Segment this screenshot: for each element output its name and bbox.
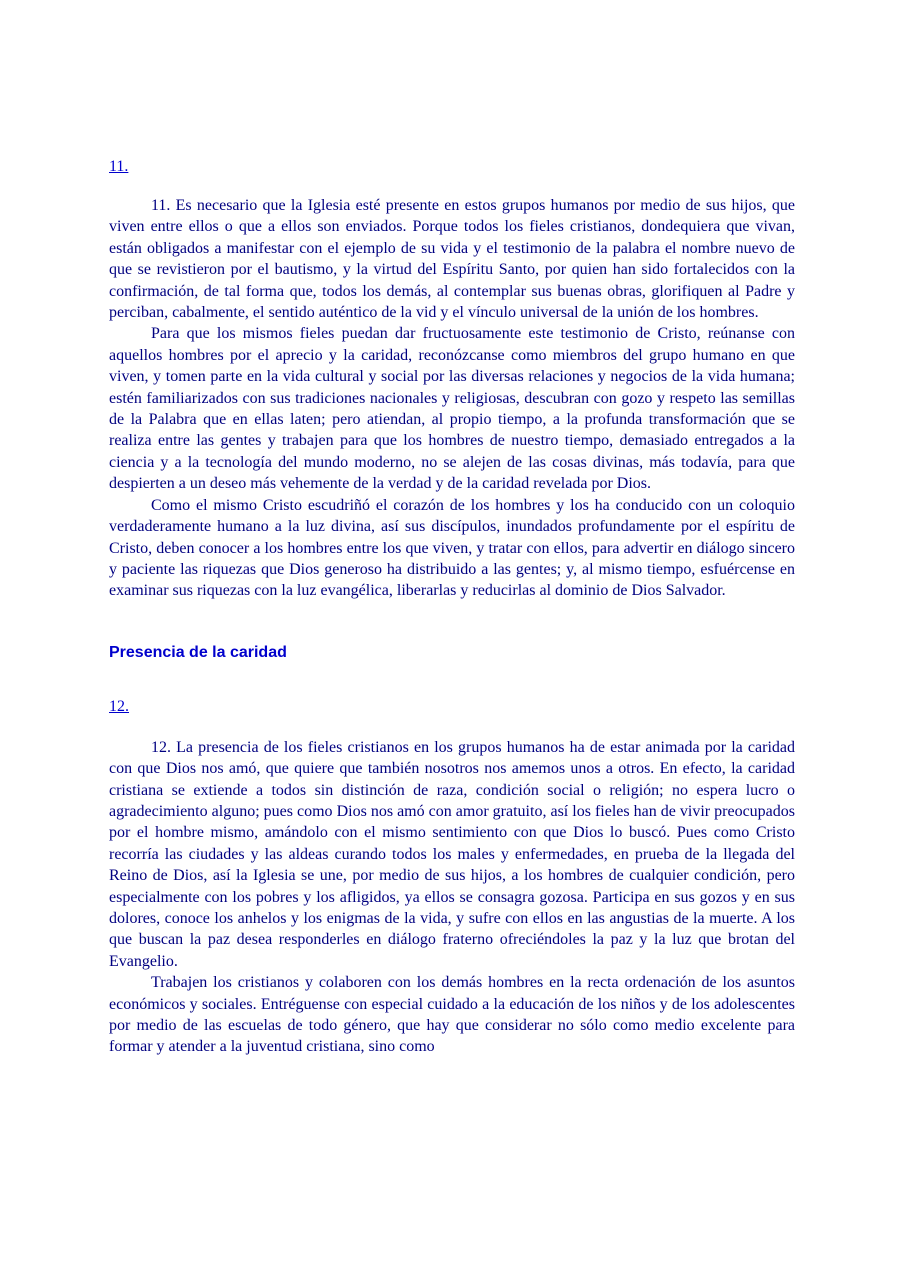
paragraph: Como el mismo Cristo escudriñó el corazón de los hombres y los ha conducido con un coloquio verdaderamente humano a la luz divina, así sus discípulos, inundados profundamente por el espíritu de Cristo, deben conocer a los hombres entre los que viven, y tratar con ellos, para advertir en diálogo sincero y paciente las riquezas que Dios generoso ha distribuido a las gentes; y, al mismo tiempo, esfuércense en examinar sus riquezas con la luz evangélica, liberarlas y reducirlas al dominio de Dios Salvador. <box>109 496 795 600</box>
section-11-anchor-row <box>109 156 795 177</box>
paragraph: Para que los mismos fieles puedan dar fructuosamente este testimonio de Cristo, reúnanse con aquellos hombres por el aprecio y la caridad, reconózcanse como miembros del grupo humano en que viven, y tomen parte en la vida cultural y social por las diversas relaciones y negocios de la vida humana; estén familiarizados con sus tradiciones nacionales y religiosas, descubran con gozo y respeto las semillas de la Palabra que en ellas laten; pero atiendan, al propio tiempo, a la profunda transformación que se realiza entre las gentes y trabajen para que los hombres de nuestro tiempo, demasiado entregados a la ciencia y a la tecnología del mundo moderno, no se alejen de las cosas divinas, más todavía, para que despierten a un deseo más vehemente de la verdad y de la caridad revelada por Dios. <box>109 325 795 493</box>
section-heading-presencia-de-la-caridad: Presencia de la caridad <box>109 643 287 661</box>
section-anchor-link-12[interactable]: 12. <box>109 697 129 715</box>
paragraph: 12. La presencia de los fieles cristianos en los grupos humanos ha de estar animada por la caridad con que Dios nos amó, que quiere que también nosotros nos amemos unos a otros. En efecto, la caridad cristiana se extiende a todos sin distinción de raza, condición social o religión; no espera lucro o agradecimiento alguno; pues como Dios nos amó con amor gratuito, así los fieles han de vivir preocupados por el hombre mismo, amándolo con el mismo sentimiento con que Dios lo buscó. Pues como Cristo recorría las ciudades y las aldeas curando todos los males y enfermedades, en prueba de la llegada del Reino de Dios, así la Iglesia se une, por medio de sus hijos, a los hombres de cualquier condición, pero especialmente con los pobres y los afligidos, ya ellos se consagra gozosa. Participa en sus gozos y en sus dolores, conoce los anhelos y los enigmas de la vida, y sufre con ellos en las angustias de la muerte. A los que buscan la paz desea responderles en diálogo fraterno ofreciéndoles la paz y la luz que brotan del Evangelio. <box>109 738 795 970</box>
section-anchor-link-11[interactable]: 11. <box>109 158 129 175</box>
paragraph: Trabajen los cristianos y colaboren con los demás hombres en la recta ordenación de los asuntos económicos y sociales. Entréguense con especial cuidado a la educación de los niños y de los adolescentes por medio de las escuelas de todo género, que hay que considerar no sólo como medio excelente para formar y atender a la juventud cristiana, sino como <box>109 974 795 1056</box>
section-12-anchor-row <box>109 696 795 717</box>
section-11-body <box>109 195 795 602</box>
section-12-body <box>109 737 795 1058</box>
paragraph: 11. Es necesario que la Iglesia esté presente en estos grupos humanos por medio de sus hijos, que viven entre ellos o que a ellos son enviados. Porque todos los fieles cristianos, dondequiera que vivan, están obligados a manifestar con el ejemplo de su vida y el testimonio de la palabra el nombre nuevo de que se revistieron por el bautismo, y la virtud del Espíritu Santo, por quien han sido fortalecidos con la confirmación, de tal forma que, todos los demás, al contemplar sus buenas obras, glorifiquen al Padre y perciban, cabalmente, el sentido auténtico de la vid y el vínculo universal de la unión de los hombres. <box>109 197 795 322</box>
